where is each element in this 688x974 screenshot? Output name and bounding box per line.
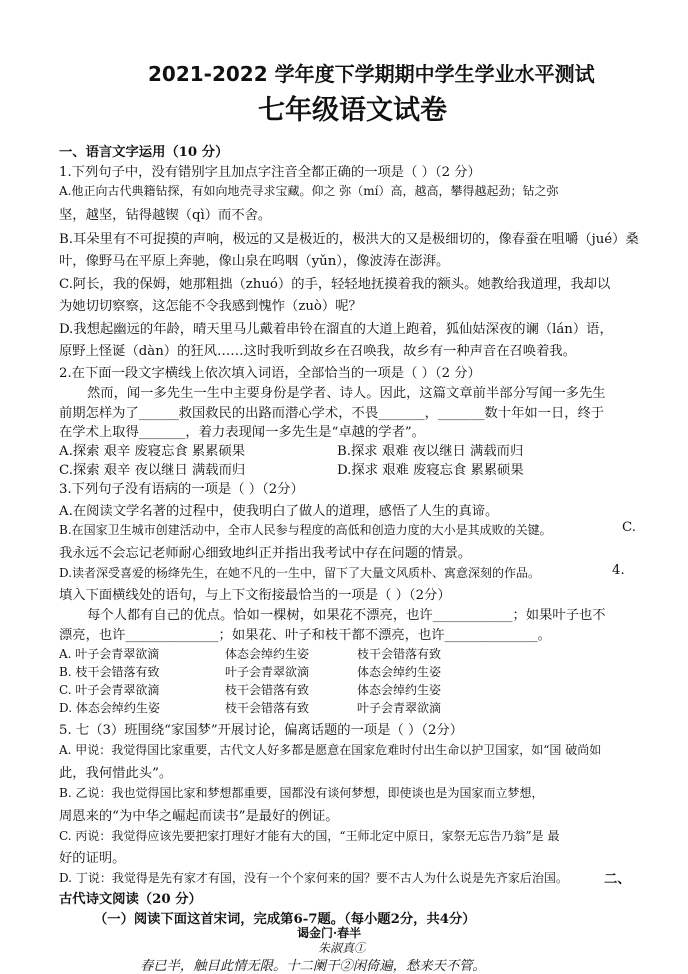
option-text: 枝干会错落有致	[225, 701, 310, 715]
passage-text: 前期怎样为了______救国救民的出路而潜心学术，不畏_______，_______数十年如一日，终于	[59, 406, 605, 421]
option-text: D.读者深受喜爱的杨绛先生，在她不凡的一生中，留下了大量文风质朴、寓意深刻的作品。	[59, 566, 541, 580]
option-text: A.探索 艰辛 废寝忘食 累累硕果	[59, 444, 246, 459]
question-stem: 3.下列句子没有语病的一项是（ ）（2分）	[59, 482, 304, 497]
option-text: 叶子会青翠欲滴	[357, 701, 442, 715]
question-stem: 填入下面横线处的语句，与上下文衔接最恰当的一项是（ ）（2分）	[59, 588, 451, 603]
option-text: D.我想起幽远的年龄，晴天里马儿戴着串铃在溜直的大道上跑着，狐仙姑深夜的谰（lán）语，	[59, 322, 613, 337]
option-text: A. 叶子会青翠欲滴	[59, 647, 160, 661]
option-text: D.探求 艰难 废寝忘食 累累硕果	[337, 463, 524, 478]
question-number: 4.	[612, 563, 625, 578]
exam-title: 2021-2022 学年度下学期期中学生学业水平测试	[148, 62, 595, 86]
option-text: B. 乙说：我也觉得国比家和梦想都重要，国都没有谈何梦想，即使谈也是为国家而立梦想，	[59, 786, 544, 800]
option-text: 体态会绰约生姿	[225, 647, 310, 661]
option-text: 周恩来的“为中华之崛起而读书”是最好的例证。	[59, 809, 339, 824]
option-text: B.探求 艰难 夜以继日 满载而归	[337, 444, 524, 459]
option-text: C.阿长，我的保姆，她那粗拙（zhuó）的手，轻轻地抚摸着我的额头。她教给我道理，我却以	[59, 277, 611, 292]
passage-text: 然而，闻一多先生一生中主要身份是学者、诗人。因此，这篇文章前半部分写闻一多先生	[87, 386, 606, 401]
option-text: 为她切切察察，这怎能不令我感到愧怍（zuò）呢？	[59, 299, 362, 314]
option-text: 枝干会错落有致	[225, 683, 310, 697]
exam-subtitle: 七年级语文试卷	[258, 95, 447, 126]
option-text: B. 枝干会错落有致	[59, 665, 160, 679]
question-stem: 5. 七（3）班围绕“家国梦”开展讨论，偏离话题的一项是（ ）（2分）	[59, 723, 464, 738]
option-text: 体态会绰约生姿	[357, 683, 442, 697]
option-text: C. 叶子会青翠欲滴	[59, 683, 160, 697]
option-text: 叶，像野马在平原上奔驰，像山泉在呜咽（yǔn），像波涛在澎湃。	[59, 254, 450, 269]
option-text: 原野上怪诞（dàn）的狂风……这时我听到故乡在召唤我，故乡有一种声音在召唤着我。	[59, 344, 576, 359]
option-text: B.耳朵里有不可捉摸的声响，极远的又是极近的，极洪大的又是极细切的，像春蚕在咀嚼（jué）桑	[59, 232, 639, 247]
poem-title: 谒金门·春半	[297, 926, 362, 940]
question-stem: 1.下列句子中，没有错别字且加点字注音全都正确的一项是（ ）（2 分）	[59, 165, 481, 180]
section-heading: 一、语言文字运用（10 分）	[59, 145, 229, 160]
question-stem: 2.在下面一段文字横线上依次填入词语，全部恰当的一项是（ ）（2 分）	[59, 366, 481, 381]
passage-text: 每个人都有自己的优点。恰如一棵树，如果花不漂亮，也许____________；如果叶子也不	[87, 608, 606, 623]
option-text: D. 体态会绰约生姿	[59, 701, 160, 715]
option-text: 坚，越坚，钻得越锲（qì）而不舍。	[59, 208, 272, 223]
option-text: 体态会绰约生姿	[357, 665, 442, 679]
option-text: C. 丙说：我觉得应该先要把家打理好才能有大的国，“王师北定中原日，家祭无忘告乃翁”是 最	[59, 829, 560, 843]
question-stem: （一）阅读下面这首宋词，完成第6-7题。（每小题2分，共4分）	[94, 912, 476, 927]
option-text: 此，我何惜此头”。	[59, 766, 173, 781]
option-text: A.他正向古代典籍钻探，有如向地壳寻求宝藏。仰之 弥（mí）高，越高，攀得越起劲；钻之弥	[59, 184, 559, 198]
option-text: A. 甲说：我觉得国比家重要，古代文人好多都是愿意在国家危难时付出生命以护卫国家，如“国 破尚如	[59, 743, 602, 757]
poem-author: 朱淑真①	[318, 941, 367, 955]
option-text: 枝干会错落有致	[357, 647, 442, 661]
option-text: 好的证明。	[59, 851, 126, 866]
option-text: D. 丁说：我觉得是先有家才有国，没有一个个家何来的国？要不古人为什么说是先齐家后治国。	[59, 871, 568, 885]
option-text: 叶子会青翠欲滴	[225, 665, 310, 679]
option-text: C.探索 艰辛 夜以继日 满载而归	[59, 463, 246, 478]
poem-line: 春已半，触目此情无限。十二阑干②闲倚遍，愁来天不管。	[140, 959, 486, 974]
option-text: 我永远不会忘记老师耐心细致地纠正并指出我考试中存在问题的情景。	[59, 546, 472, 561]
option-text: B.在国家卫生城市创建活动中，全市人民参与程度的高低和创造力度的大小是其成败的关键。	[59, 523, 552, 537]
option-label: C.	[622, 520, 636, 535]
passage-text: 漂亮，也许______________；如果花、叶子和枝干都不漂亮，也许______________。	[59, 628, 551, 643]
section-number: 二、	[604, 872, 631, 887]
passage-text: 在学术上取得_______，着力表现闻一多先生是“卓越的学者”。	[59, 425, 425, 440]
option-text: A.在阅读文学名著的过程中，使我明白了做人的道理，感悟了人生的真谛。	[59, 504, 499, 519]
section-heading: 古代诗文阅读（20 分）	[59, 892, 202, 907]
